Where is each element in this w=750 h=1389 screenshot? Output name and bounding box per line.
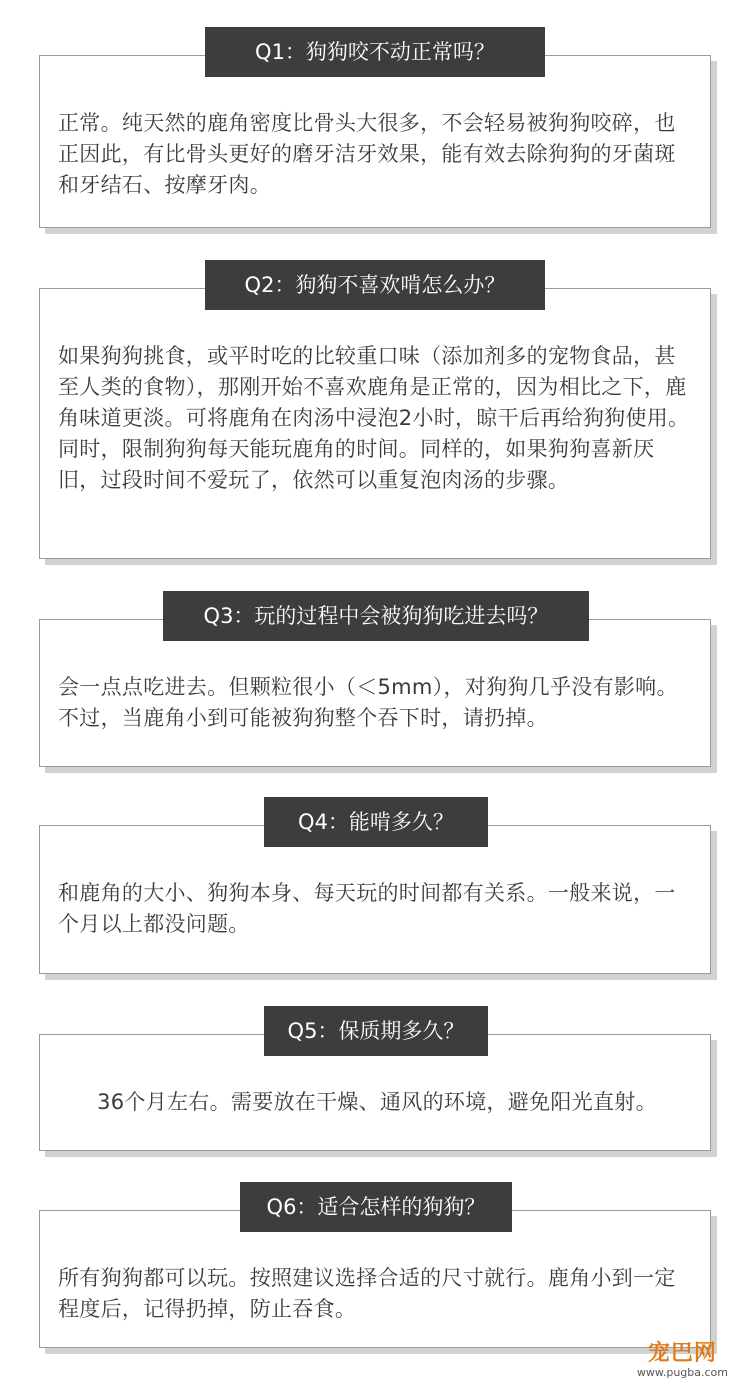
faq-question-q2: Q2：狗狗不喜欢啃怎么办？ — [205, 260, 545, 310]
watermark — [637, 1342, 728, 1379]
faq-question-q6: Q6：适合怎样的狗狗？ — [240, 1182, 512, 1232]
faq-question-q1: Q1：狗狗咬不动正常吗？ — [205, 27, 545, 77]
faq-answer-q6: 所有狗狗都可以玩。按照建议选择合适的尺寸就行。鹿角小到一定程度后，记得扔掉，防止吞食。 — [58, 1266, 676, 1321]
faq-answer-q3: 会一点点吃进去。但颗粒很小（＜5mm），对狗狗几乎没有影响。不过，当鹿角小到可能被狗狗整个吞下时，请扔掉。 — [58, 675, 678, 730]
faq-card-q3 — [39, 604, 711, 767]
faq-card-q4 — [39, 810, 711, 974]
faq-answer-q2: 如果狗狗挑食，或平时吃的比较重口味（添加剂多的宠物食品，甚至人类的食物），那刚开始不喜欢鹿角是正常的，因为相比之下，鹿角味道更淡。可将鹿角在肉汤中浸泡2小时，晾干后再给狗狗使用。同时，限制狗狗每天能玩鹿角的时间。同样的，如果狗狗喜新厌旧，过段时间不爱玩了，依然可以重复泡肉汤的步骤。 — [58, 344, 690, 492]
faq-question-q4: Q4：能啃多久？ — [264, 797, 488, 847]
faq-card-q1 — [39, 40, 711, 228]
faq-question-q5: Q5：保质期多久？ — [264, 1006, 488, 1056]
faq-card-q2 — [39, 273, 711, 559]
faq-answer-q1: 正常。纯天然的鹿角密度比骨头大很多，不会轻易被狗狗咬碎，也正因此，有比骨头更好的磨牙洁牙效果，能有效去除狗狗的牙菌斑和牙结石、按摩牙肉。 — [58, 111, 676, 197]
faq-answer-q4: 和鹿角的大小、狗狗本身、每天玩的时间都有关系。一般来说，一个月以上都没问题。 — [58, 881, 676, 936]
watermark-url: www.pugba.com — [636, 1366, 728, 1379]
faq-card-q5 — [39, 1019, 711, 1151]
faq-answer-q5: 36个月左右。需要放在干燥、通风的环境，避免阳光直射。 — [97, 1090, 657, 1114]
faq-card-q6 — [39, 1195, 711, 1348]
watermark-logo: 宠巴网 — [647, 1341, 717, 1366]
faq-question-q3: Q3：玩的过程中会被狗狗吃进去吗？ — [163, 591, 589, 641]
